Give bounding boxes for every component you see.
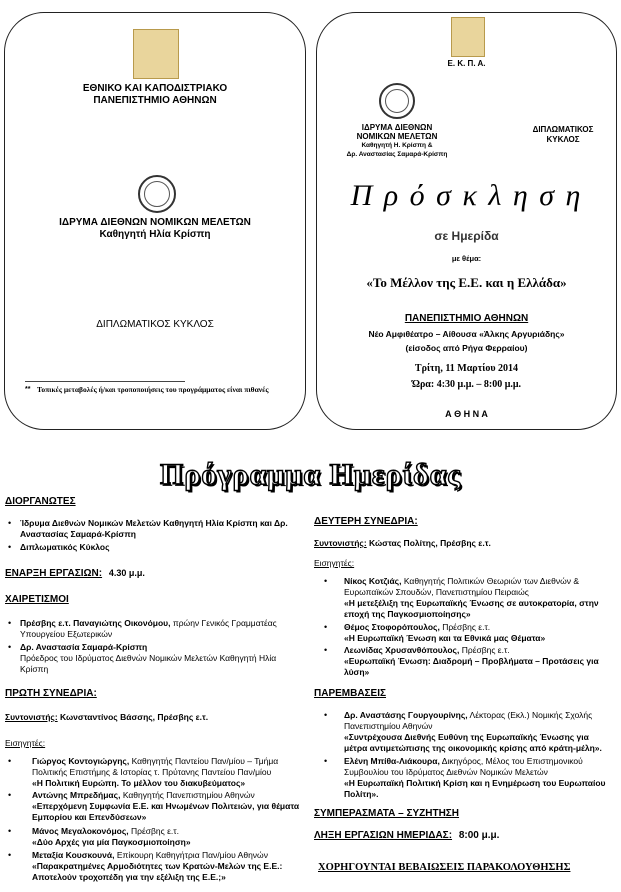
interventions-heading: ΠΑΡΕΜΒΑΣΕΙΣ xyxy=(314,688,387,699)
university-emblem xyxy=(133,29,179,79)
bullet: • xyxy=(324,622,328,632)
diplomatic-cycle: ΔΙΠΛΩΜΑΤΙΚΟΣ ΚΥΚΛΟΣ xyxy=(96,319,214,330)
foundation-block: ΙΔΡΥΜΑ ΔΙΕΘΝΩΝ ΝΟΜΙΚΩΝ ΜΕΛΕΤΩΝ Καθηγητή Η. Κρίσπη & Δρ. Αναστασίας Σαμαρά-Κρίσπη xyxy=(346,123,448,158)
venue: Νέο Αμφιθέατρο – Αίθουσα «Άλκης Αργυριάδης» xyxy=(368,329,565,339)
certificates-notice: ΧΟΡΗΓΟΥΝΤΑΙ ΒΕΒΑΙΩΣΕΙΣ ΠΑΡΑΚΟΛΟΥΘΗΣΗΣ xyxy=(318,862,571,873)
program-title: Πρόγραμμα Ημερίδας xyxy=(160,458,461,491)
closing-time: 8:00 μ.μ. xyxy=(458,830,500,841)
city: Α Θ Η Ν Α xyxy=(445,409,488,419)
organizer-item: Ίδρυμα Διεθνών Νομικών Μελετών Καθηγητή Ηλία Κρίσπη και Δρ. Αναστασίας Σαμαρά-Κρίσπη xyxy=(20,518,288,539)
speaker-item: Μάνος Μεγαλοκονόμος, Πρέσβης ε.τ. «Δύο Αρχές για μία Παγκοσμιοποίηση» xyxy=(32,826,191,847)
university-emblem-small xyxy=(451,17,485,57)
closing-heading: ΛΗΞΗ ΕΡΓΑΣΙΩΝ ΗΜΕΡΙΔΑΣ: 8:00 μ.μ. xyxy=(314,830,500,841)
right-card xyxy=(316,12,617,430)
conclusions-heading: ΣΥΜΠΕΡΑΣΜΑΤΑ – ΣΥΖΗΤΗΣΗ xyxy=(314,808,460,819)
session2-heading: ΔΕΥΤΕΡΗ ΣΥΝΕΔΡΙΑ: xyxy=(314,516,418,527)
speaker-item: Λεωνίδας Χρυσανθόπουλος, Πρέσβης ε.τ. «Ευρωπαϊκή Ένωση: Διαδρομή – Προβλήματα – Προτάσεις για λύση» xyxy=(344,645,599,677)
entrance-note: (είσοδος από Ρήγα Φερραίου) xyxy=(405,343,528,353)
note-mark: ** xyxy=(25,386,31,393)
foundation-seal-small xyxy=(379,83,415,119)
university-acronym: Ε. Κ. Π. Α. xyxy=(447,59,486,68)
bullet: • xyxy=(324,645,328,655)
intervention-item: Ελένη Μπίθα-Λιάκουρα, Δικηγόρος, Μέλος του Επιστημονικού Συμβουλίου του Ιδρύματος Διεθνών Νομικών Μελετών «Η Ευρωπαϊκή Πολιτική Κρίση και η Ενημέρωση του Ευρωπαίου Πολίτη». xyxy=(344,756,606,799)
event-time: Ώρα: 4:30 μ.μ. – 8:00 μ.μ. xyxy=(411,379,522,390)
bullet: • xyxy=(8,756,12,766)
topic-label: με θέμα: xyxy=(451,254,482,263)
diplomatic-cycle-small: ΔΙΠΛΩΜΑΤΙΚΟΣ ΚΥΚΛΟΣ xyxy=(532,125,594,144)
opening-time: 4.30 μ.μ. xyxy=(108,568,145,578)
organizer-item: Διπλωματικός Κύκλος xyxy=(20,542,110,552)
bullet: • xyxy=(324,710,328,720)
session1-chair: Συντονιστής: Κωνσταντίνος Βάσσης, Πρέσβης ε.τ. xyxy=(5,712,209,722)
bullet: • xyxy=(324,756,328,766)
bullet: • xyxy=(8,518,12,528)
bullet: • xyxy=(8,642,12,652)
greeting-item: Πρέσβης ε.τ. Παναγιώτης Οικονόμου, πρώην Γενικός Γραμματέας Υπουργείου Εξωτερικών xyxy=(20,618,277,639)
foundation-seal xyxy=(138,175,176,213)
speaker-item: Μεταξία Κουσκουνά, Επίκουρη Καθηγήτρια Παν/μίου Αθηνών «Παρακρατημένες Αρμοδιότητες των Κρατών-Μελών της Ε.Ε.: Αποτελούν τροχοπέδη για την εξέλιξη της Ε.Ε.;» xyxy=(32,850,283,882)
opening-heading: ΕΝΑΡΞΗ ΕΡΓΑΣΙΩΝ: 4.30 μ.μ. xyxy=(5,568,145,579)
bullet: • xyxy=(8,542,12,552)
bullet: • xyxy=(324,576,328,586)
bullet: • xyxy=(8,618,12,628)
bullet: • xyxy=(8,790,12,800)
organizers-heading: ΔΙΟΡΓΑΝΩΤΕΣ xyxy=(5,496,76,507)
intervention-item: Δρ. Αναστάσης Γουργουρίνης, Λέκτορας (Εκλ.) Νομικής Σχολής Πανεπιστημίου Αθηνών «Συντρέχουσα Διεθνής Ευθύνη της Ευρωπαϊκής Ένωσης για μέτρα αντιμετώπισης της οικονομικής κρίσης από κράτη-μέλη». xyxy=(344,710,602,753)
topic: «Το Μέλλον της Ε.Ε. και η Ελλάδα» xyxy=(366,275,567,290)
session2-speakers-label: Εισηγητές: xyxy=(314,558,355,568)
session1-speakers-label: Εισηγητές: xyxy=(5,738,46,748)
speaker-item: Γιώργος Κοντογιώργης, Καθηγητής Παντείου Παν/μίου – Τμήμα Πολιτικής Επιστήμης & Ιστορίας τ. Πρύτανης Παντείου Παν/μίου «Η Πολιτική Ευρώπη. Το μέλλον του διακυβεύματος» xyxy=(32,756,279,788)
event-label: σε Ημερίδα xyxy=(434,229,499,243)
session2-chair: Συντονιστής: Κώστας Πολίτης, Πρέσβης ε.τ. xyxy=(314,538,491,548)
greetings-heading: ΧΑΙΡΕΤΙΣΜΟΙ xyxy=(5,594,69,605)
greeting-item: Δρ. Αναστασία Σαμαρά-Κρίσπη Πρόεδρος του Ιδρύματος Διεθνών Νομικών Μελετών Καθηγητή Ηλία Κρίσπη xyxy=(20,642,277,674)
invitation-title: Π ρ ό σ κ λ η σ η xyxy=(350,179,583,212)
event-date: Τρίτη, 11 Μαρτίου 2014 xyxy=(414,363,519,374)
speaker-item: Θέμος Στοφορόπουλος, Πρέσβης ε.τ. «Η Ευρωπαϊκή Ένωση και τα Εθνικά μας Θέματα» xyxy=(344,622,546,643)
speaker-item: Νίκος Κοτζιάς, Καθηγητής Πολιτικών Θεωριών των Διεθνών & Ευρωπαϊκών Σπουδών, Πανεπιστημίου Πειραιώς «Η μετεξέλιξη της Ευρωπαϊκής Ένωσης σε αυτοκρατορία, στην εποχή της Παγκοσμιοποίησης» xyxy=(344,576,599,619)
foundation-name: ΙΔΡΥΜΑ ΔΙΕΘΝΩΝ ΝΟΜΙΚΩΝ ΜΕΛΕΤΩΝ Καθηγητή Ηλία Κρίσπη xyxy=(59,217,251,240)
speaker-item: Αντώνης Μπρεδήμας, Καθηγητής Πανεπιστημίου Αθηνών «Επερχόμενη Συμφωνία Ε.Ε. και Ηνωμένων Πολιτειών, για θέματα Εμπορίου και Επενδύσεων» xyxy=(32,790,300,822)
session1-heading: ΠΡΩΤΗ ΣΥΝΕΔΡΙΑ: xyxy=(5,688,97,699)
note-divider xyxy=(25,381,185,382)
venue-title: ΠΑΝΕΠΙΣΤΗΜΙΟ ΑΘΗΝΩΝ xyxy=(404,313,529,324)
bullet: • xyxy=(8,826,12,836)
university-name: ΕΘΝΙΚΟ ΚΑΙ ΚΑΠΟΔΙΣΤΡΙΑΚΟ ΠΑΝΕΠΙΣΤΗΜΙΟ ΑΘΗΝΩΝ xyxy=(82,83,228,106)
program-change-note: Τοπικές μεταβολές ή/και τροποποιήσεις του προγράμματος είναι πιθανές xyxy=(37,385,269,394)
left-card xyxy=(4,12,306,430)
bullet: • xyxy=(8,850,12,860)
